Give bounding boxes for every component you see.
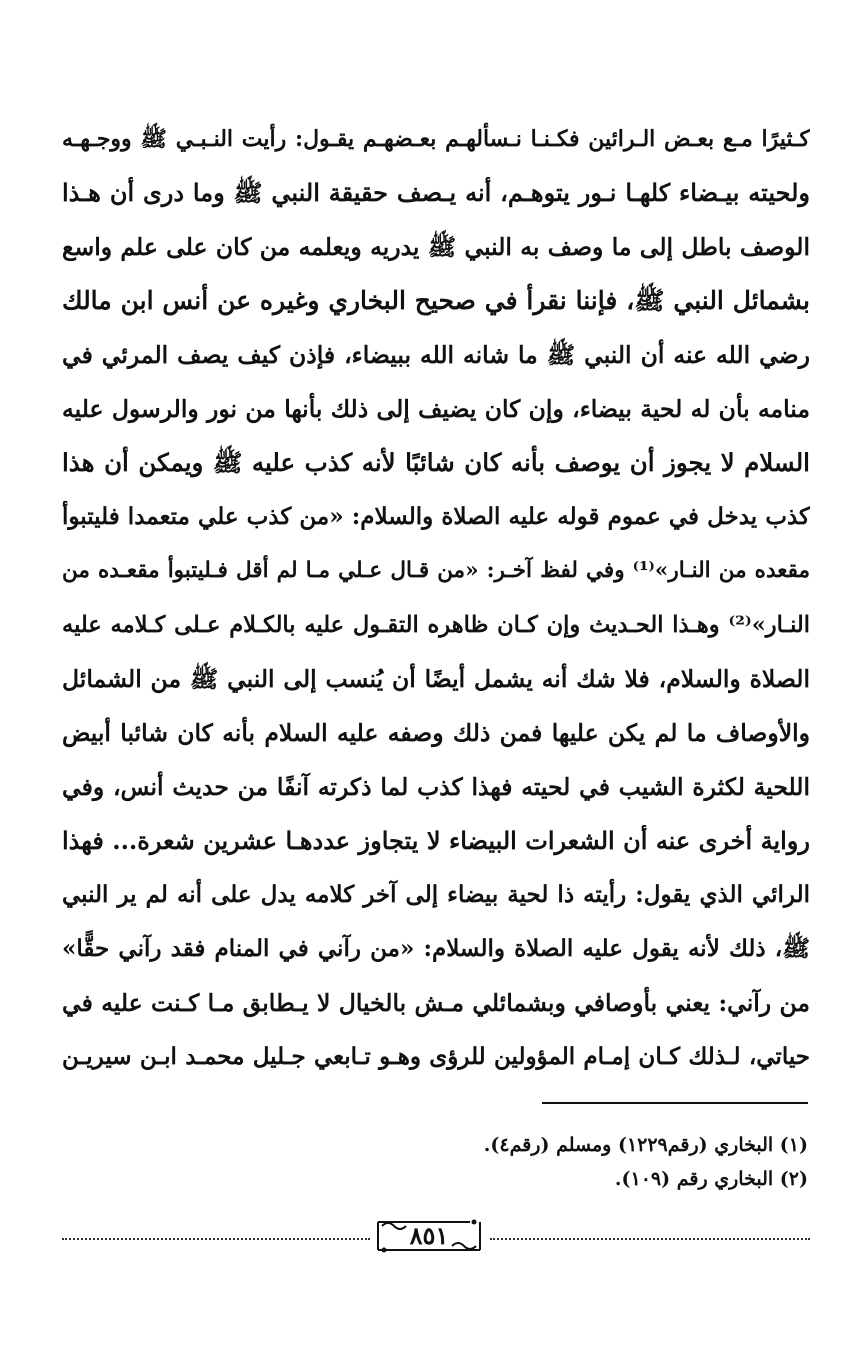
footnote: (١) البخاري (رقم١٢٢٩) ومسلم (رقم٤). [483, 1134, 808, 1156]
dotted-divider-left [62, 1238, 370, 1240]
text-line: اللحية لكثرة الشيب في لحيته فهذا كذب لما ذكرته آنفًا من حديث أنس، وفي [62, 773, 810, 801]
text-line: ﷺ، ذلك لأنه يقول عليه الصلاة والسلام: «من رآني في المنام فقد رآني حقًّا» [62, 935, 810, 962]
text-line: الوصف باطل إلى ما وصف به النبي ﷺ يدريه ويعلمه من كان على علم واسع [62, 233, 810, 261]
text-line: ولحيته بيـضاء كلهـا نـور يتوهـم، أنه يـصف حقيقة النبي ﷺ وما درى أن هـذا [62, 178, 810, 207]
footnotes [62, 1128, 808, 1196]
text-line: السلام لا يجوز أن يوصف بأنه كان شائبًا لأنه كذب عليه ﷺ ويمكن أن هذا [62, 448, 810, 477]
footnote: (٢) البخاري رقم (١٠٩). [614, 1168, 808, 1190]
text-line: منامه بأن له لحية بيضاء، وإن كان يضيف إلى ذلك بأنها من نور والرسول عليه [62, 395, 810, 423]
text-line: حياتي، لـذلك كـان إمـام المؤولين للرؤى وهـو تـابعي جـليل محمـد ابـن سيريـن [62, 1043, 810, 1070]
text-line: رواية أخرى عنه أن الشعرات البيضاء لا يتجاوز عددهـا عشرين شعرة... فهذا [62, 826, 810, 855]
footnote-separator [542, 1102, 808, 1104]
text-line: مقعده من النـار»⁽¹⁾ وفي لفظ آخـر: «من قـال عـلي مـا لم أقل فـليتبوأ مقعـده من [62, 558, 810, 583]
page-number: ٨٥١ [409, 1221, 449, 1250]
text-line: رضي الله عنه أن النبي ﷺ ما شانه الله ببيضاء، فإذن كيف يصف المرئي في [62, 341, 810, 369]
main-text-block [62, 112, 810, 1084]
dotted-divider-right [490, 1238, 810, 1240]
text-line: والأوصاف ما لم يكن عليها فمن ذلك وصفه عليه السلام بأنه كان شائبا أبيض [62, 719, 810, 747]
text-line: الرائي الذي يقول: رأيته ذا لحية بيضاء إلى آخر كلامه يدل على أنه لم ير النبي [62, 881, 810, 908]
text-line: بشمائل النبي ﷺ، فإننا نقرأ في صحيح البخاري وغيره عن أنس ابن مالك [62, 286, 810, 315]
text-line: من رآني: يعني بأوصافي وبشمائلي مـش بالخيال لا يـطابق مـا كـنت عليه في [62, 989, 810, 1017]
text-line: كذب يدخل في عموم قوله عليه الصلاة والسلام: «من كذب علي متعمدا فليتبوأ [62, 503, 810, 530]
text-line: النـار»⁽²⁾ وهـذا الحـديث وإن كـان ظاهره التقـول عليه بالكـلام عـلى كـلامه عليه [62, 612, 810, 638]
text-line: كـثيرًا مـع بعـض الـرائين فكـنـا نـسألهـم بعـضهـم يقـول: رأيت النـبـي ﷺ ووجـهـه [62, 126, 810, 152]
text-line: الصلاة والسلام، فلا شك أنه يشمل أيضًا أن يُنسب إلى النبي ﷺ من الشمائل [62, 665, 810, 693]
page-number-frame [374, 1216, 484, 1256]
